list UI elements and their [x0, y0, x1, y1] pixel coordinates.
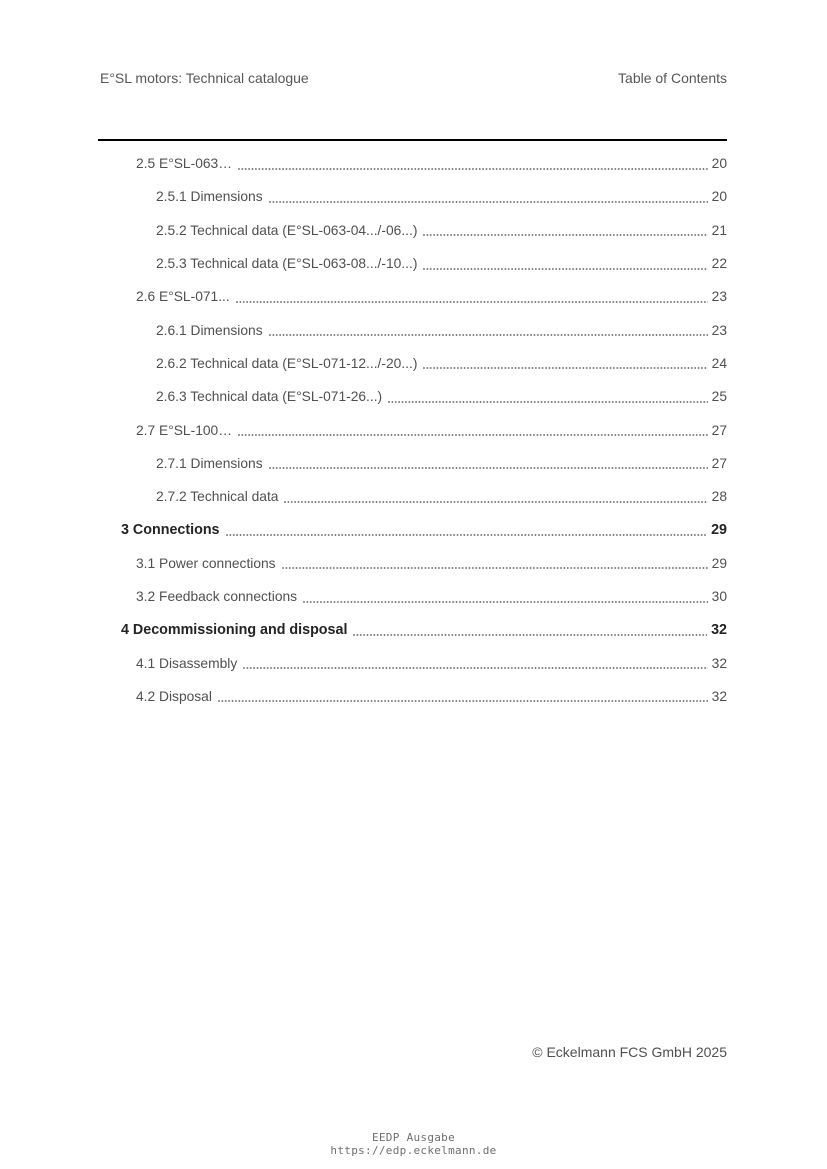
header-document-title: E°SL motors: Technical catalogue	[100, 70, 309, 86]
dot-leader	[218, 700, 708, 702]
toc-entry-page: 29	[711, 555, 727, 571]
toc-entry-label: 2.5.2 Technical data (E°SL-063-04.../-06...)	[156, 222, 418, 238]
dot-leader	[269, 467, 708, 469]
toc-entry[interactable]	[100, 180, 727, 213]
header-rule	[98, 139, 727, 141]
toc-entry-page: 20	[711, 189, 727, 205]
toc-entry-label: 2.6.1 Dimensions	[156, 322, 263, 338]
toc-entry-page: 27	[711, 455, 727, 471]
dot-leader	[243, 667, 707, 669]
toc-entry-page: 24	[711, 355, 727, 371]
dot-leader	[238, 168, 708, 170]
toc-entry-label: 3.1 Power connections	[136, 555, 276, 571]
toc-entry[interactable]	[100, 214, 727, 247]
toc-entry-page: 23	[711, 322, 727, 338]
toc-entry-label: 2.6 E°SL-071...	[136, 289, 230, 305]
toc-entry-page: 27	[711, 422, 727, 438]
toc-entry[interactable]	[100, 347, 727, 380]
dot-leader	[353, 634, 707, 636]
toc-entry-label: 2.5 E°SL-063…	[136, 156, 233, 172]
toc-entry[interactable]	[100, 147, 727, 180]
dot-leader	[423, 234, 707, 236]
toc-entry-label: 4 Decommissioning and disposal	[121, 621, 348, 638]
toc-entry-page: 20	[711, 156, 727, 172]
toc-entry-label: 2.5.1 Dimensions	[156, 189, 263, 205]
toc-entry-page: 21	[711, 222, 727, 238]
toc-entry-label: 2.7.1 Dimensions	[156, 455, 263, 471]
dot-leader	[423, 268, 707, 270]
dot-leader	[423, 367, 707, 369]
toc-entry[interactable]	[100, 547, 727, 580]
toc-entry-page: 32	[711, 621, 727, 638]
toc-list	[100, 147, 727, 713]
toc-entry-label: 4.2 Disposal	[136, 688, 212, 704]
stamp-url: https://edp.eckelmann.de	[330, 1143, 497, 1157]
toc-entry-page: 22	[711, 256, 727, 272]
toc-entry[interactable]	[100, 680, 727, 713]
dot-leader	[388, 401, 707, 403]
dot-leader	[226, 534, 708, 536]
toc-entry-page: 23	[711, 289, 727, 305]
header-section-title: Table of Contents	[618, 70, 727, 86]
toc-entry-label: 3 Connections	[121, 521, 220, 538]
toc-entry[interactable]	[100, 613, 727, 646]
toc-entry[interactable]	[100, 447, 727, 480]
toc-entry[interactable]	[100, 580, 727, 613]
toc-entry-label: 4.1 Disassembly	[136, 655, 238, 671]
dot-leader	[303, 601, 708, 603]
dot-leader	[269, 201, 708, 203]
toc-entry-label: 2.6.3 Technical data (E°SL-071-26...)	[156, 389, 383, 405]
toc-entry-label: 3.2 Feedback connections	[136, 589, 298, 604]
toc-entry-page: 25	[711, 389, 727, 405]
dot-leader	[236, 301, 708, 303]
toc-entry[interactable]	[100, 313, 727, 346]
page-header	[100, 70, 727, 86]
dot-leader	[269, 334, 708, 336]
toc-entry-page: 28	[711, 489, 727, 505]
dot-leader	[284, 501, 707, 503]
copyright-notice: © Eckelmann FCS GmbH 2025	[532, 1044, 727, 1060]
toc-entry[interactable]	[100, 247, 727, 280]
stamp-edition-line: EEDP Ausgabe	[371, 1131, 456, 1144]
toc-entry[interactable]	[100, 380, 727, 413]
toc-entry-page: 32	[711, 655, 727, 671]
toc-entry-label: 2.7 E°SL-100…	[136, 422, 233, 438]
toc-entry-label: 2.5.3 Technical data (E°SL-063-08.../-10...)	[156, 256, 418, 272]
toc-entry-label: 2.7.2 Technical data	[156, 489, 279, 505]
toc-entry[interactable]	[100, 413, 727, 446]
edition-stamp	[0, 1132, 827, 1157]
toc-entry-page: 29	[711, 521, 727, 538]
toc-entry-page: 30	[711, 589, 727, 604]
toc-entry[interactable]	[100, 280, 727, 313]
dot-leader	[282, 567, 708, 569]
toc-entry[interactable]	[100, 480, 727, 513]
toc-entry[interactable]	[100, 646, 727, 679]
toc-entry-label: 2.6.2 Technical data (E°SL-071-12.../-20...)	[156, 355, 418, 371]
toc-entry-page: 32	[711, 688, 727, 704]
toc-entry[interactable]	[100, 513, 727, 546]
dot-leader	[238, 434, 708, 436]
